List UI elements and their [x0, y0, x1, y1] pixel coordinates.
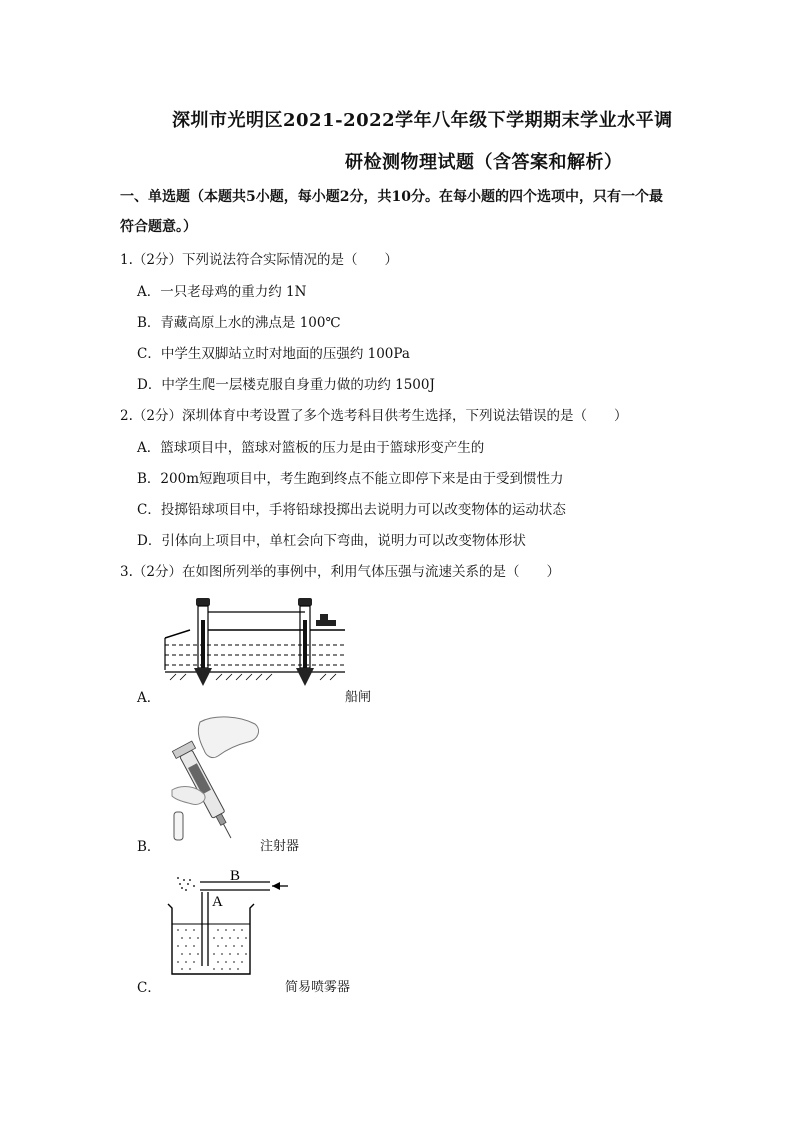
- sprayer-label-b: B: [230, 868, 241, 884]
- sprayer-label-a: A: [212, 894, 223, 910]
- question-3-stem: 3.（2分）在如图所列举的事例中，利用气体压强与流速关系的是（ ）: [120, 564, 560, 580]
- document-title-line1: 深圳市光明区2021-2022学年八年级下学期期末学业水平调: [172, 110, 673, 131]
- section-heading: 一、单选题（本题共5小题，每小题2分，共10分。在每小题的四个选项中，只有一个最: [120, 189, 663, 205]
- question-3-option-b-caption: 注射器: [260, 839, 300, 854]
- question-3-option-b-letter: B．: [137, 839, 161, 855]
- question-1-option-a: A．一只老母鸡的重力约 1N: [137, 284, 307, 300]
- question-3-option-a-letter: A．: [137, 690, 161, 706]
- question-3-option-c-caption: 简易喷雾器: [285, 980, 351, 995]
- question-1-option-b: B．青藏高原上水的沸点是 100℃: [137, 315, 341, 331]
- question-2-option-b: B．200m短跑项目中，考生跑到终点不能立即停下来是由于受到惯性力: [137, 471, 564, 487]
- syringe-figure: [160, 712, 270, 847]
- question-2-option-c: C．投掷铅球项目中，手将铅球投掷出去说明力可以改变物体的运动状态: [137, 502, 566, 518]
- document-title-line2: 研检测物理试题（含答案和解析）: [345, 152, 623, 173]
- question-1-option-d: D．中学生爬一层楼克服自身重力做的功约 1500J: [137, 377, 435, 393]
- sprayer-figure: [160, 866, 300, 981]
- section-heading-cont: 符合题意。）: [120, 219, 197, 235]
- question-3-option-a-caption: 船闸: [345, 690, 372, 705]
- question-1-stem: 1.（2分）下列说法符合实际情况的是（ ）: [120, 252, 398, 268]
- question-2-stem: 2.（2分）深圳体育中考设置了多个选考科目供考生选择，下列说法错误的是（ ）: [120, 408, 628, 424]
- question-2-option-d: D．引体向上项目中，单杠会向下弯曲，说明力可以改变物体形状: [137, 533, 526, 549]
- question-1-option-c: C．中学生双脚站立时对地面的压强约 100Pa: [137, 346, 410, 362]
- question-2-option-a: A．篮球项目中，篮球对篮板的压力是由于篮球形变产生的: [137, 440, 485, 456]
- question-3-option-c-letter: C．: [137, 980, 161, 996]
- ship-lock-figure: [160, 590, 350, 700]
